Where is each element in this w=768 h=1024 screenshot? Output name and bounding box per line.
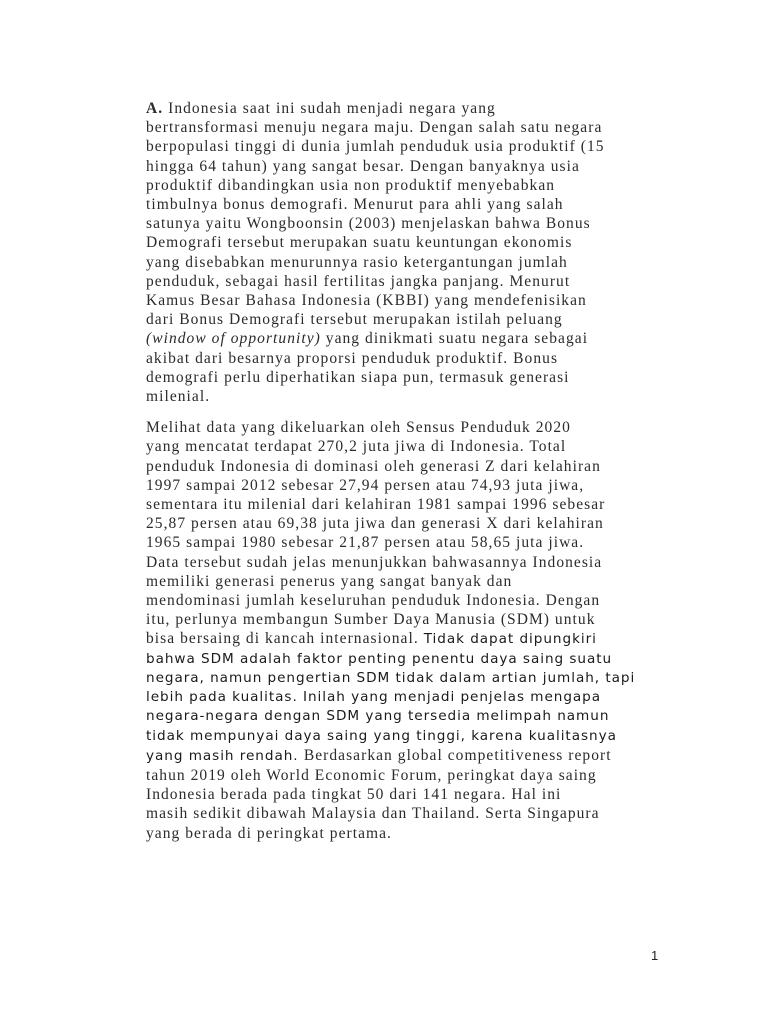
text-line: produktif dibandingkan usia non produktif menyebabkan: [146, 176, 556, 194]
text-line: memiliki generasi penerus yang sangat banyak dan: [146, 572, 513, 590]
text-line: milenial.: [146, 388, 211, 406]
text-line: Indonesia berada pada tingkat 50 dari 141 negara. Hal ini: [146, 786, 562, 804]
text-line: sementara itu milenial dari kelahiran 1981 sampai 1996 sebesar: [146, 496, 606, 514]
text-line: yang berada di peringkat pertama.: [146, 824, 392, 842]
paragraph-1-line-1: A. Indonesia saat ini sudah menjadi negara yang: [146, 100, 496, 117]
text-line-with-italic: (window of opportunity) yang dinikmati suatu negara sebagai: [146, 330, 589, 348]
text-line: Data tersebut sudah jelas menunjukkan bahwasannya Indonesia: [146, 553, 603, 571]
text-line: Kamus Besar Bahasa Indonesia (KBBI) yang mendefenisikan: [146, 292, 587, 310]
text-line: masih sedikit dibawah Malaysia dan Thailand. Serta Singapura: [146, 805, 600, 823]
sans-text-line: tidak mempunyai daya saing yang tinggi, karena kualitasnya: [146, 727, 617, 744]
text-line: Demografi tersebut merupakan suatu keuntungan ekonomis: [146, 234, 573, 252]
text-line: dari Bonus Demografi tersebut merupakan istilah peluang: [146, 311, 563, 329]
text-line: tahun 2019 oleh World Economic Forum, peringkat daya saing: [146, 766, 597, 784]
body-text: [146, 99, 658, 843]
text-line: akibat dari besarnya proporsi penduduk produktif. Bonus: [146, 349, 559, 367]
text-line: berpopulasi tinggi di dunia jumlah penduduk usia produktif (15: [146, 138, 605, 156]
sans-text: yang masih rendah.: [146, 747, 304, 764]
paragraph-1: [146, 99, 658, 406]
sans-text-line: negara, namun pengertian SDM tidak dalam artian jumlah, tapi: [146, 669, 636, 686]
text-line: timbulnya bonus demografi. Menurut para ahli yang salah: [146, 196, 564, 214]
italic-term: (window of opportunity): [146, 330, 321, 348]
text-line: itu, perlunya membangun Sumber Daya Manusia (SDM) untuk: [146, 611, 596, 629]
text-line: yang disebabkan menurunnya rasio ketergantungan jumlah: [146, 253, 568, 271]
sans-text-line: lebih pada kualitas. Inilah yang menjadi penjelas mengapa: [146, 689, 602, 706]
text-line: Melihat data yang dikeluarkan oleh Sensus Penduduk 2020: [146, 419, 571, 437]
text-line: 1965 sampai 1980 sebesar 21,87 persen atau 58,65 juta jiwa.: [146, 534, 585, 552]
text-line: 25,87 persen atau 69,38 juta jiwa dan generasi X dari kelahiran: [146, 515, 604, 533]
text-line: yang mencatat terdapat 270,2 juta jiwa di Indonesia. Total: [146, 438, 567, 456]
text-line-mixed: yang masih rendah. Berdasarkan global competitiveness report: [146, 746, 612, 764]
text-line: mendominasi jumlah keseluruhan penduduk Indonesia. Dengan: [146, 592, 601, 610]
page-number: 1: [651, 948, 659, 963]
text-line: bertransformasi menuju negara maju. Dengan salah satu negara: [146, 119, 603, 137]
sans-text-line: bahwa SDM adalah faktor penting penentu daya saing suatu: [146, 650, 613, 667]
text-line: demografi perlu diperhatikan siapa pun, termasuk generasi: [146, 368, 570, 386]
section-marker: A.: [146, 100, 164, 117]
paragraph-2: [146, 418, 658, 842]
text-line: 1997 sampai 2012 sebesar 27,94 persen atau 74,93 juta jiwa,: [146, 476, 585, 494]
text-line: penduduk, sebagai hasil fertilitas jangka panjang. Menurut: [146, 272, 571, 290]
sans-text: Tidak dapat dipungkiri: [423, 631, 597, 648]
text-line: satunya yaitu Wongboonsin (2003) menjelaskan bahwa Bonus: [146, 215, 591, 233]
sans-text-line: negara-negara dengan SDM yang tersedia melimpah namun: [146, 708, 610, 725]
text-line: penduduk Indonesia di dominasi oleh generasi Z dari kelahiran: [146, 457, 601, 475]
text-line: hingga 64 tahun) yang sangat besar. Dengan banyaknya usia: [146, 157, 580, 175]
text-line-mixed: bisa bersaing di kancah internasional. Tidak dapat dipungkiri: [146, 630, 597, 648]
